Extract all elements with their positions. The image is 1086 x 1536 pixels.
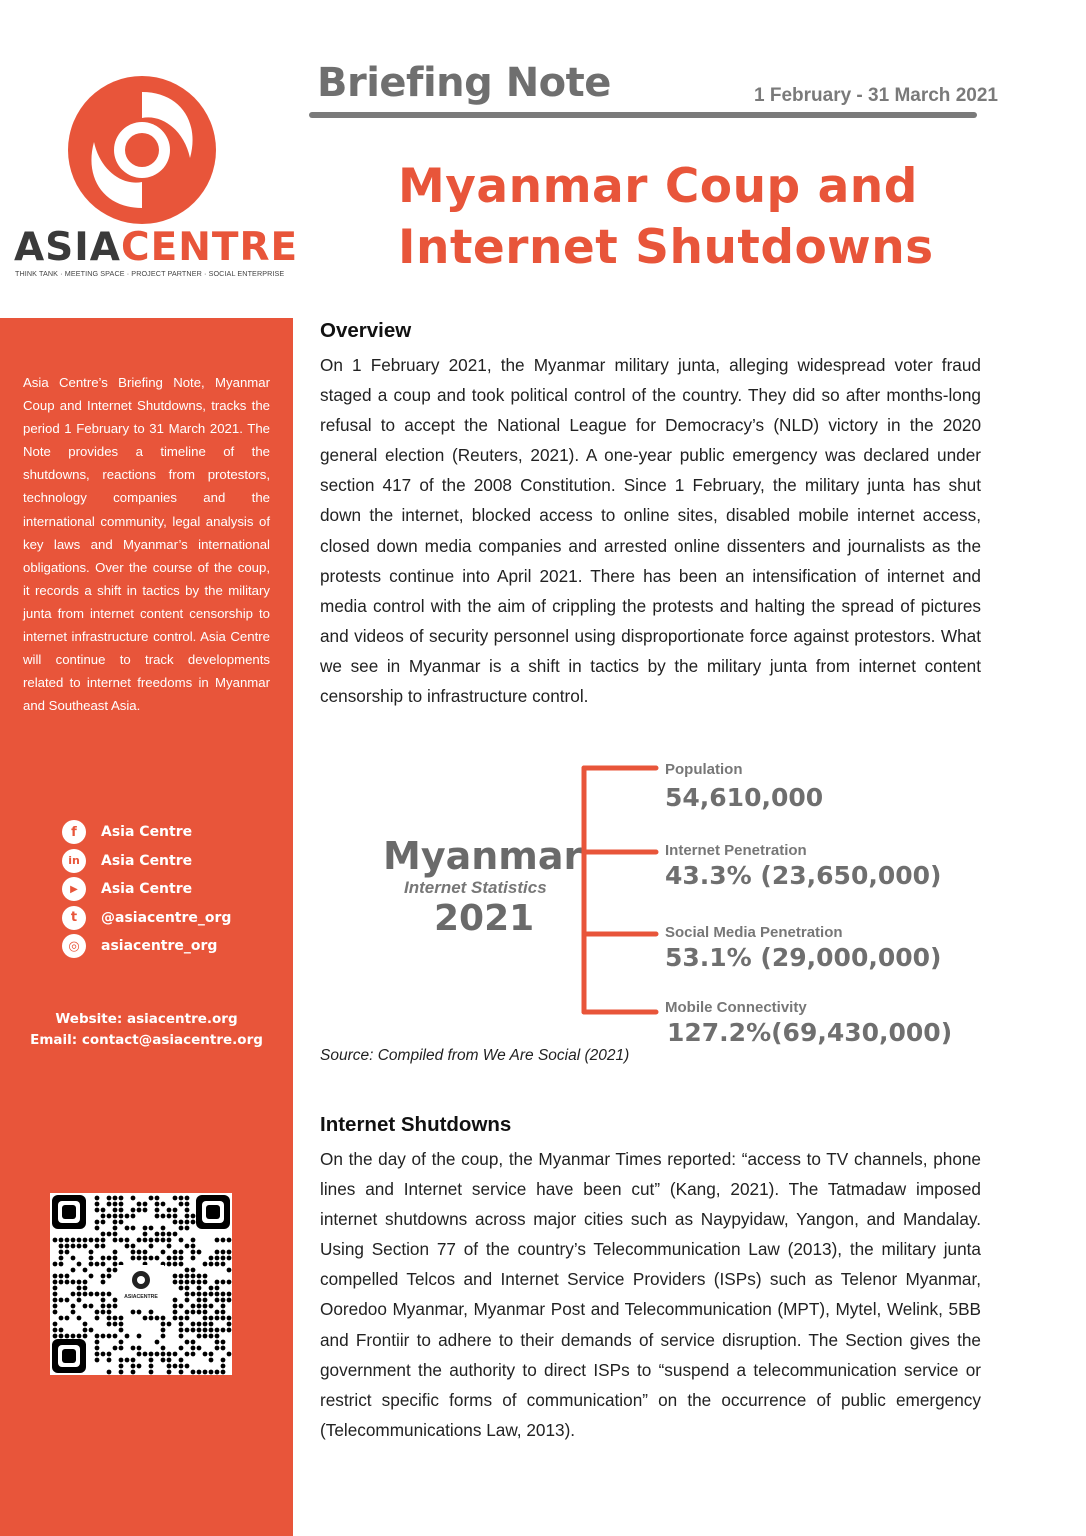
- linkedin-icon: in: [62, 849, 86, 873]
- shutdowns-text: On the day of the coup, the Myanmar Times reported: “access to TV channels, phone lines and Internet service have been cut” (Kang, 2021). The Tatmadaw imposed internet shutdowns across major cities such as Naypyidaw, Yangon, and Mandalay. Using Section 77 of the country’s Telecommunication Law (2013), the military junta compelled Telcos and Internet Service Providers (ISPs) such as Telenor Myanmar, Ooredoo Myanmar, Myanmar Post and Telecommunication (MPT), Mytel, Welink, 5BB and Frontiir to adhere to their demands of service disruption. The Section gives the government the authority to direct ISPs to “suspend a telecommunication service or restrict specific forms of communication” on the occurrence of public emergency (Telecommunications Law, 2013).: [320, 1149, 981, 1440]
- asia-centre-logo-icon: [62, 70, 222, 230]
- facebook-icon: f: [62, 820, 86, 844]
- brand-tagline: THINK TANK · MEETING SPACE · PROJECT PARTNER · SOCIAL ENTERPRISE: [15, 269, 285, 278]
- infographic-country: Myanmar: [383, 834, 583, 878]
- infographic-subtitle: Internet Statistics: [404, 878, 547, 897]
- social-label: Asia Centre: [101, 881, 193, 898]
- page-title: [398, 156, 958, 278]
- social-link-youtube[interactable]: [62, 875, 231, 904]
- stat-label-social-media: Social Media Penetration: [665, 924, 843, 941]
- youtube-icon: ▶: [62, 877, 86, 901]
- brand-name-part2: CENTRE: [120, 225, 299, 270]
- infographic-year: 2021: [434, 898, 535, 939]
- stat-value-mobile: 127.2%(69,430,000): [667, 1018, 953, 1047]
- infographic-bracket: [578, 762, 660, 1016]
- stat-value-social-media: 53.1% (29,000,000): [665, 943, 942, 972]
- stat-label-internet-penetration: Internet Penetration: [665, 842, 807, 859]
- website-link[interactable]: Website: asiacentre.org: [55, 1011, 238, 1027]
- header-divider: [309, 112, 977, 118]
- sidebar-intro: Asia Centre’s Briefing Note, Myanmar Coup and Internet Shutdowns, tracks the period 1 February to 31 March 2021. The Note provides a timeline of the shutdowns, reactions from protestors, technology companies and the international community, legal analysis of key laws and Myanmar’s international obligations. Over the course of the coup, it records a shift in tactics by the military junta from internet content censorship to internet infrastructure control. Asia Centre will continue to track developments related to internet freedoms in Myanmar and Southeast Asia.: [23, 375, 270, 714]
- stat-value-population: 54,610,000: [665, 783, 824, 812]
- social-label: asiacentre_org: [101, 938, 218, 955]
- overview-text: On 1 February 2021, the Myanmar military junta, alleging widespread voter fraud staged a coup and took political control of the country. They did so after months-long refusal to accept the National League for Democracy’s (NLD) victory in the 2020 general election (Reuters, 2021). A one-year public emergency was declared under section 417 of the 2008 Constitution. Since 1 February, the military junta has shut down the internet, blocked access to online sites, disabled mobile internet access, closed down media companies and arrested online dissenters and journalists as the protests continue into April 2021. There has been an intensification of internet and media control with the aim of crippling the protests and halting the spread of pictures and videos of security personnel using disproportionate force against protestors. What we see in Myanmar is a shift in tactics by the military junta from internet content censorship to infrastructure control.: [320, 355, 981, 707]
- social-link-twitter[interactable]: [62, 904, 231, 933]
- brand-wordmark: [14, 226, 298, 270]
- twitter-icon: t: [62, 906, 86, 930]
- social-label: @asiacentre_org: [101, 909, 232, 926]
- qr-caption: ASIACENTRE: [124, 1294, 158, 1300]
- social-link-linkedin[interactable]: [62, 847, 231, 876]
- qr-code-graphic: [50, 1193, 232, 1375]
- page-title-line2: Internet Shutdowns: [398, 220, 934, 275]
- qr-code[interactable]: [50, 1193, 232, 1375]
- shutdowns-heading: Internet Shutdowns: [320, 1113, 512, 1136]
- brand-name-part1: ASIA: [14, 225, 121, 270]
- briefing-note-title: Briefing Note: [317, 60, 611, 106]
- stat-label-mobile: Mobile Connectivity: [665, 999, 807, 1016]
- social-links: [62, 818, 231, 961]
- social-label: Asia Centre: [101, 852, 193, 869]
- overview-heading: Overview: [320, 319, 412, 342]
- date-range: 1 February - 31 March 2021: [754, 85, 998, 106]
- page-title-line1: Myanmar Coup and: [398, 159, 918, 214]
- social-link-instagram[interactable]: [62, 932, 231, 961]
- stat-value-internet-penetration: 43.3% (23,650,000): [665, 861, 942, 890]
- social-link-facebook[interactable]: [62, 818, 231, 847]
- email-link[interactable]: Email: contact@asiacentre.org: [30, 1032, 263, 1048]
- stat-label-population: Population: [665, 761, 743, 778]
- social-label: Asia Centre: [101, 824, 193, 841]
- instagram-icon: ◎: [62, 934, 86, 958]
- infographic-source: Source: Compiled from We Are Social (2021): [320, 1047, 630, 1064]
